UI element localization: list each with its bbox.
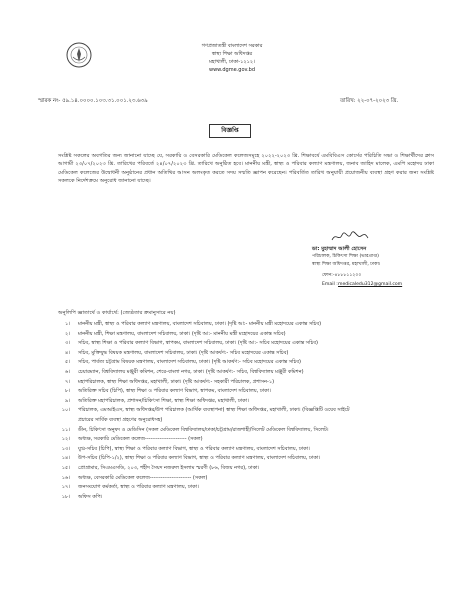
cc-list-item xyxy=(50,339,450,349)
cc-item-text: মহাপরিচালক, স্বাস্থ্য শিক্ষা অধিদপ্তর, মহাখালী, ঢাকা। (দৃষ্টি আকর্ষণ:- সহকারী পরিচালক, প্রশাসন-১) xyxy=(78,378,275,385)
cc-list-item xyxy=(50,416,450,426)
cc-item-text: পরিচালক, এমআইএস, স্বাস্থ্য অধিদপ্তর/উপ পরিচালক (আর্থিক ব্যবস্থাপনা) স্বাস্থ্য শিক্ষা অধিদপ্তর, মহাখালী, ঢাকা। (বিজ্ঞপ্তিটি ওয়েব সাইটে xyxy=(78,407,350,414)
cc-item-number: ৯। xyxy=(64,397,70,404)
cc-item-number: ১। xyxy=(64,321,70,327)
cc-list-item xyxy=(50,454,450,464)
header-line-address: মহাখালী, ঢাকা-১২১২। xyxy=(209,59,255,65)
cc-item-text: সচিব, পার্বত্য চট্টগ্রাম বিষয়ক মন্ত্রণালয়, বাংলাদেশ সচিবালয়, ঢাকা। (দৃষ্টি আকর্ষণ:- সচিব মহোদয়ের একান্ত সচিব) xyxy=(78,359,301,366)
cc-item-text: সচিব, মুক্তিযুদ্ধ বিষয়ক মন্ত্রণালয়, বাংলাদেশ সচিবালয়, ঢাকা। (দৃষ্টি আকর্ষণ:- সচিব মহোদয়ের একান্ত সচিব) xyxy=(78,349,289,356)
cc-item-text: ডীন, চিকিৎসা অনুষদ ও মেডিসিন (সকল মেডিকেল বিশ্ববিদ্যালয়/ঢাকা/চট্টগ্রাম/রাজশাহী/সিলেট মেডিকেল বিশ্ববিদ্যালয়, সিলেট। xyxy=(78,426,329,433)
signatory-designation: পরিচালক, চিকিৎসা শিক্ষা (ভারপ্রাপ্ত) xyxy=(312,254,379,259)
cc-item-number: ৪। xyxy=(64,349,70,356)
cc-item-number: ১০। xyxy=(61,407,70,414)
cc-item-text: অধ্যক্ষ, বেসরকারি মেডিকেল কলেজ----------------------- (সকল) xyxy=(78,474,208,481)
cc-list-item xyxy=(50,474,450,484)
cc-list-item xyxy=(50,483,450,493)
cc-item-text: উপ-সচিব (চিপি-১/২), স্বাস্থ্য শিক্ষা ও পরিবার কল্যাণ বিভাগ, স্বাস্থ্য ও পরিবার কল্যাণ মন্ত্রণালয়, বাংলাদেশ সচিবালয়, ঢাকা। xyxy=(78,455,321,462)
cc-list-item xyxy=(50,330,450,340)
cc-item-number: ১৪। xyxy=(61,455,70,462)
notice-body: সংশ্লিষ্ট সকলের অবগতির জন্য জানানো যাচ্ছে যে, সরকারি ও বেসরকারি মেডিকেল কলেজসমূহে ২০২২-২০২৩ খ্রি. শিক্ষাবর্ষে এমবিবিএস কোর্সের পরিচিতি সভা ও শিক্ষার্থীদের ক্লাস আগামী ২৩/০৭/২০২৩ খ্রি. তারিখের পরিবর্তে ২৪/০৭/২০২৩ খ্রি. তারিখে অনুষ্ঠিত হবে। মাননীয় মন্ত্রী, স্বাস্থ্য ও পরিবার কল্যাণ মন্ত্রণালয়, জনাব জাহিদ মালেক, এমপি মহোদয় ঢাকা মেডিকেল কলেজের উদ্বোধনী অনুষ্ঠানের প্রধান অতিথির আসন অলংকৃত করতে সদয় সম্মতি জ্ঞাপন করেছেন। পরিবর্তিত তারিখ অনুযায়ী প্রয়োজনীয় ব্যবস্থা গ্রহণ করার জন্য সংশ্লিষ্ট সকলকে নির্দেশক্রমে অনুরোধ জানানো যাচ্ছে। xyxy=(58,153,434,185)
header-line-department: স্বাস্থ্য শিক্ষা অধিদপ্তর xyxy=(211,51,253,57)
cc-item-text: মাননীয় মন্ত্রী, স্বাস্থ্য ও পরিবার কল্যাণ মন্ত্রণালয়, বাংলাদেশ সচিবালয়, ঢাকা। (দৃষ্টি আ:- মাননীয় মন্ত্রী মহোদয়ের একান্ত সচিব) xyxy=(78,321,322,327)
cc-item-number: ১৮। xyxy=(61,493,70,500)
cc-list-item xyxy=(50,387,450,397)
memo-date: তারিখ: ২২-০৭-২০২৩ খ্রি. xyxy=(340,98,399,104)
cc-list xyxy=(50,320,450,502)
cc-item-number: ৮। xyxy=(64,388,70,395)
cc-item-number: ৫। xyxy=(64,359,70,366)
cc-item-text: জনসংযোগ কর্মকর্তা, স্বাস্থ্য ও পরিবার কল্যাণ মন্ত্রণালয়, ঢাকা। xyxy=(78,484,199,491)
cc-list-item xyxy=(50,464,450,474)
cc-item-number: ১৭। xyxy=(61,484,70,491)
cc-item-text: অধ্যক্ষ, সরকারি মেডিকেল কলেজ----------------------- (সকল) xyxy=(78,436,203,443)
cc-item-text: যুগ্ম-সচিব (চিপি), স্বাস্থ্য শিক্ষা ও পরিবার কল্যাণ বিভাগ, স্বাস্থ্য ও পরিবার কল্যাণ মন্ত্রণালয়, বাংলাদেশ সচিবালয়, ঢাকা। xyxy=(78,445,310,452)
cc-list-item xyxy=(50,435,450,445)
cc-item-text: প্রোগ্রামার, সিএমএসডি, ২০৩, শহীদ সৈয়দ নজরুল ইসলাম স্মরণী (৮৬, বিজয় নগর), ঢাকা। xyxy=(78,464,260,471)
cc-item-number: ১১। xyxy=(61,426,70,433)
cc-item-text: অতিরিক্ত মহাপরিচালক, প্রশাসন/চিকিৎসা শিক্ষা, স্বাস্থ্য শিক্ষা অধিদপ্তর, মহাখালী, ঢাকা। xyxy=(78,397,249,404)
cc-item-number: ৩। xyxy=(64,340,70,347)
cc-item-number: ১৬। xyxy=(61,474,70,481)
cc-list-item xyxy=(50,349,450,359)
signatory-email-link[interactable]: medicaledu312@gmail.com xyxy=(338,282,403,287)
cc-list-item xyxy=(50,358,450,368)
cc-list-item xyxy=(50,426,450,436)
cc-list-item xyxy=(50,493,450,503)
cc-item-text: সচিব, স্বাস্থ্য শিক্ষা ও পরিবার কল্যাণ বিভাগ, স্বাপকম, বাংলাদেশ সচিবালয়, ঢাকা। (দৃষ্টি আ:- সচিব মহোদয়ের একান্ত সচিব) xyxy=(78,340,318,347)
signatory-phone: ফোন:-৪৮৮৮১১২০০ xyxy=(322,273,362,278)
cc-list-item xyxy=(50,406,450,416)
cc-item-number: ৬। xyxy=(64,368,70,375)
cc-item-text: অতিরিক্ত সচিব (চিপি), স্বাস্থ্য শিক্ষা ও পরিবার কল্যাণ বিভাগ, স্বাপকম, বাংলাদেশ সচিবালয়, ঢাকা। xyxy=(78,388,271,395)
cc-item-number: ২। xyxy=(64,330,70,337)
memo-number: স্মারক নং- ৫৯.১৪.০০০০.১০৩.৩১.০০১.২৩.৬৩৯ xyxy=(38,98,148,104)
cc-list-item xyxy=(50,445,450,455)
cc-item-number: ১৫। xyxy=(61,464,70,471)
cc-list-item xyxy=(50,368,450,378)
notice-title: বিজ্ঞপ্তি xyxy=(209,124,251,138)
cc-item-text: প্রচারের সার্বিক ব্যবস্থা গ্রহণের অনুরোধসহ) xyxy=(78,416,163,423)
header-line-government: গণপ্রজাতন্ত্রী বাংলাদেশ সরকার xyxy=(201,43,263,49)
signature-image xyxy=(330,229,370,245)
cc-item-number: ৭। xyxy=(64,378,70,385)
cc-item-text: মাননীয় মন্ত্রী, শিক্ষা মন্ত্রণালয়, বাংলাদেশ সচিবালয়, ঢাকা। (দৃষ্টি আ:- মাননীয় মন্ত্রী মহোদয়ের একান্ত সচিব) xyxy=(78,330,286,337)
cc-heading: অনুলিপি জ্ঞাতার্থে ও কার্যার্থে: (জ্যেষ্ঠতার ক্রমানুসারে নয়) xyxy=(58,310,176,316)
cc-list-item xyxy=(50,397,450,407)
signatory-email-label: Email : xyxy=(322,282,338,287)
signatory-name: ডা: মুহাম্মাদ আলী হোসেন xyxy=(312,246,367,252)
cc-item-text: অফিস কপি। xyxy=(78,493,103,500)
cc-item-number: ১২। xyxy=(61,436,70,443)
cc-list-item xyxy=(50,320,450,330)
header-website-link[interactable]: www.dgme.gov.bd xyxy=(208,67,256,73)
cc-item-text: চেয়ারম্যান, বিশ্ববিদ্যালয় মঞ্জুরী কমিশন, শেরে-বাংলা নগর, ঢাকা। (দৃষ্টি আকর্ষণ:- সচিব, বিশ্ববিদ্যালয় মঞ্জুরী কমিশন) xyxy=(78,368,304,375)
cc-item-number: ১৩। xyxy=(61,445,70,452)
cc-list-item xyxy=(50,378,450,388)
signatory-office: স্বাস্থ্য শিক্ষা অধিদপ্তর, মহাখালী, ঢাকা। xyxy=(312,262,381,267)
